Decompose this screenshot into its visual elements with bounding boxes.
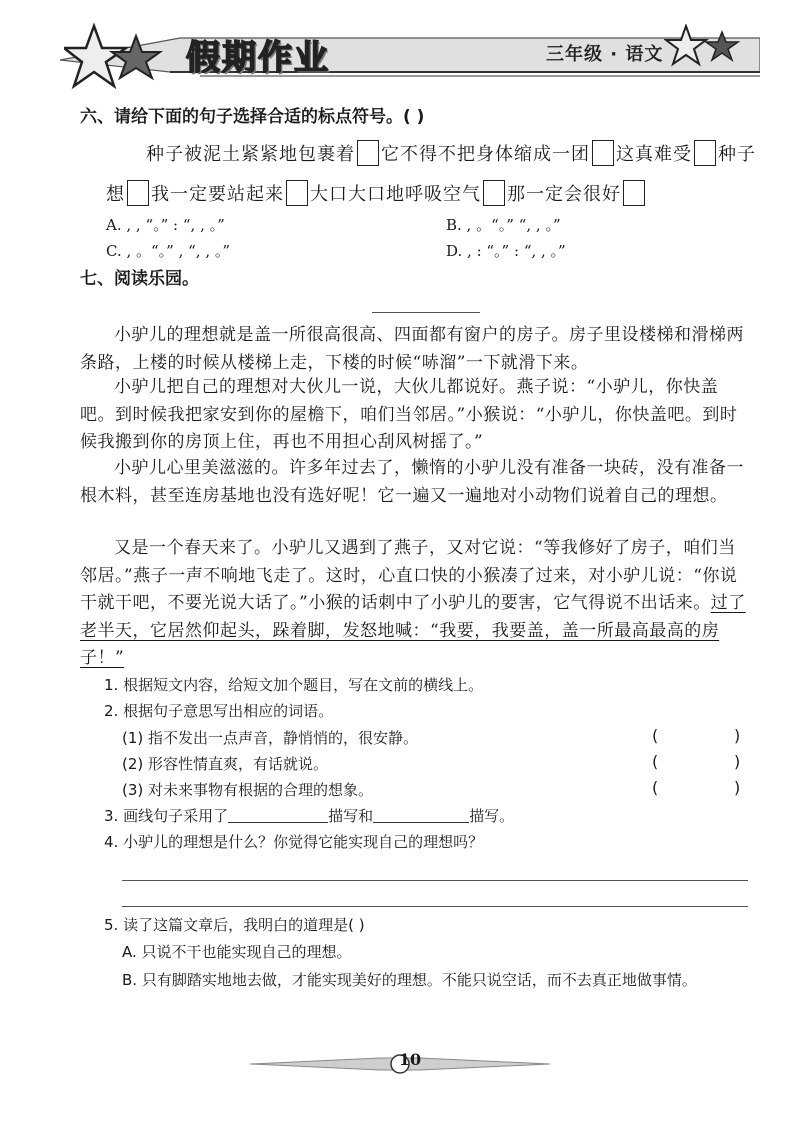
answer-line[interactable] [122, 880, 748, 881]
punctuation-box[interactable] [483, 180, 505, 206]
punctuation-box[interactable] [623, 180, 645, 206]
answer-bracket-open: ( [652, 778, 659, 797]
sentence-fragment: 它不得不把身体缩成一团 [381, 144, 590, 165]
sentence-fragment: 这真难受 [616, 144, 692, 165]
question-2-item: (2) 形容性情直爽，有话就说。 [122, 755, 329, 773]
star-icon [64, 18, 184, 98]
option-a[interactable]: A. , , “。” : “, , 。” [106, 216, 225, 234]
answer-bracket-open: ( [652, 726, 659, 745]
sentence-fragment: 那一定会很好 [507, 184, 621, 205]
answer-bracket-close: ) [734, 778, 741, 797]
section-7-heading: 七、阅读乐园。 [80, 269, 199, 289]
page-title: 假期作业 [186, 38, 330, 78]
question-2: 2. 根据句子意思写出相应的词语。 [104, 702, 334, 720]
grade-subject-label: 三年级 · 语文 [546, 44, 664, 65]
sentence-fragment: 我一定要站起来 [151, 184, 284, 205]
underlined-sentence: 过了老半天，它居然仰起头，跺着脚，发怒地喊：“我要，我要盖，盖一所最高最高的房子！” [80, 593, 746, 668]
answer-bracket-open: ( [652, 752, 659, 771]
question-2-item: (3) 对未来事物有根据的合理的想象。 [122, 781, 374, 799]
question-3-text: 描写。 [469, 807, 515, 825]
page-number: 10 [398, 1050, 422, 1069]
answer-line[interactable] [122, 906, 748, 907]
story-text: 又是一个春天来了。小驴儿又遇到了燕子，又对它说：“等我修好了房子，咱们当邻居。”燕子一声不响地飞走了。这时，心直口快的小猴凑了过来，对小驴儿说：“你说干就干吧，不要光说大话了。”小猴的话刺中了小驴儿的要害，它气得说不出话来。 [80, 538, 738, 613]
question-5-option-a[interactable]: A. 只说不干也能实现自己的理想。 [122, 943, 352, 961]
punctuation-box[interactable] [694, 140, 716, 166]
punctuation-box[interactable] [127, 180, 149, 206]
sentence-fragment: 种子 [718, 144, 756, 165]
punctuation-box[interactable] [357, 140, 379, 166]
question-4: 4. 小驴儿的理想是什么？你觉得它能实现自己的理想吗？ [104, 833, 484, 851]
option-b[interactable]: B. , 。“。” “, , 。” [446, 216, 561, 234]
sentence-fragment: 想 [106, 184, 125, 205]
punctuation-box[interactable] [286, 180, 308, 206]
story-paragraph: 小驴儿把自己的理想对大伙儿一说，大伙儿都说好。燕子说：“小驴儿，你快盖吧。到时候我把家安到你的屋檐下，咱们当邻居。”小猴说：“小驴儿，你快盖吧。到时候我搬到你的房顶上住，再也不用担心刮风树摇了。” [80, 377, 738, 452]
answer-blank[interactable] [373, 808, 469, 823]
answer-bracket-close: ) [734, 752, 741, 771]
punctuation-box[interactable] [592, 140, 614, 166]
sentence-line-2 [106, 180, 647, 208]
story-paragraph: 小驴儿的理想就是盖一所很高很高、四面都有窗户的房子。房子里设楼梯和滑梯两条路，上楼的时候从楼梯上走，下楼的时候“哧溜”一下就滑下来。 [80, 325, 744, 373]
question-2-item: (1) 指不发出一点声音，静悄悄的，很安静。 [122, 729, 419, 747]
answer-bracket-close: ) [734, 726, 741, 745]
sentence-fragment: 大口大口地呼吸空气 [310, 184, 481, 205]
question-5: 5. 读了这篇文章后，我明白的道理是( ) [104, 916, 365, 934]
star-icon [664, 24, 744, 68]
question-5-option-b[interactable]: B. 只有脚踏实地地去做，才能实现美好的理想。不能只说空话，而不去真正地做事情。 [122, 971, 697, 989]
option-c[interactable]: C. , 。“。” , “, , 。” [106, 242, 231, 260]
option-d[interactable]: D. , : “。” : “, , 。” [446, 242, 566, 260]
sentence-line-1 [146, 140, 756, 168]
sentence-fragment: 种子被泥土紧紧地包裹着 [146, 144, 355, 165]
section-6-heading: 六、请给下面的句子选择合适的标点符号。( ) [80, 107, 425, 127]
answer-blank[interactable] [228, 808, 328, 823]
question-3-text: 3. 画线句子采用了 [104, 807, 229, 825]
story-paragraph: 小驴儿心里美滋滋的。许多年过去了，懒惰的小驴儿没有准备一块砖，没有准备一根木料，甚至连房基地也没有选好呢！它一遍又一遍地对小动物们说着自己的理想。 [80, 458, 744, 506]
question-3-text: 描写和 [328, 807, 374, 825]
story-paragraph [80, 535, 752, 673]
question-1: 1. 根据短文内容，给短文加个题目，写在文前的横线上。 [104, 676, 484, 694]
question-3 [104, 805, 514, 826]
title-blank-line[interactable] [372, 312, 480, 313]
